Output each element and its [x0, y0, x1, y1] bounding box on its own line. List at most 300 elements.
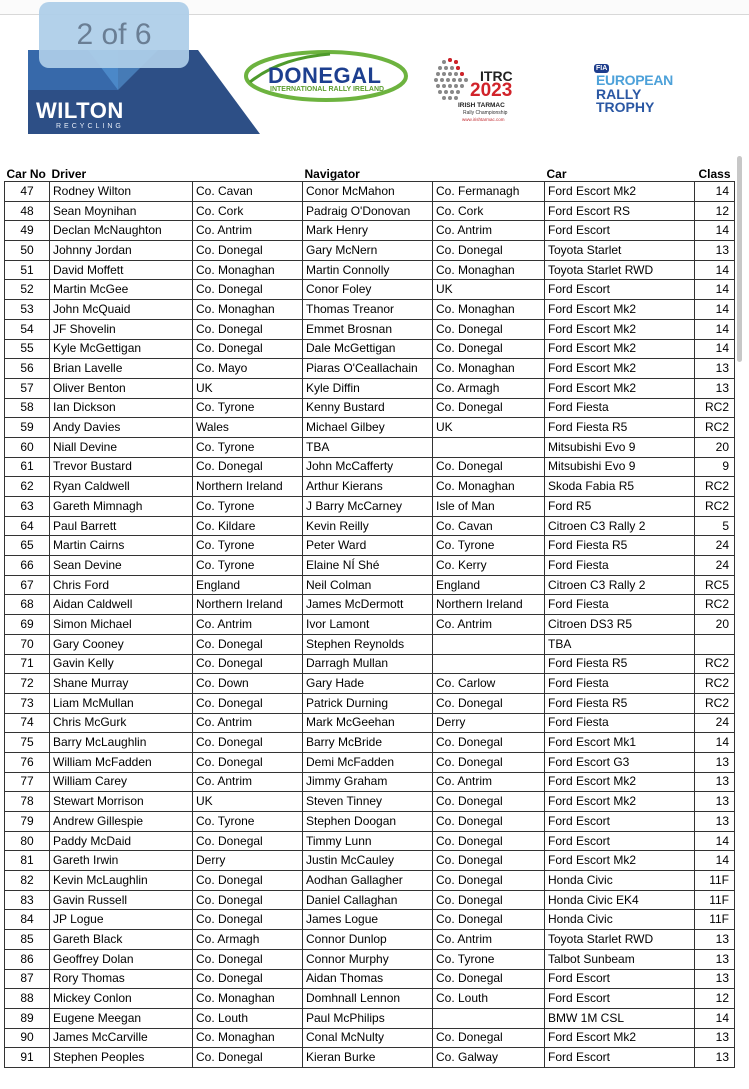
- navigator-county: Co. Monaghan: [433, 477, 545, 497]
- table-row: [5, 359, 735, 379]
- itrc-logo-line2: Rally Championship: [463, 110, 508, 116]
- car-model: Ford Fiesta R5: [545, 693, 695, 713]
- fia-badge: FIA: [596, 65, 608, 72]
- driver-county: Co. Donegal: [193, 949, 303, 969]
- car-class: 12: [695, 201, 735, 221]
- driver-name: Oliver Benton: [50, 378, 193, 398]
- navigator-county: Co. Armagh: [433, 378, 545, 398]
- car-model: Ford Fiesta R5: [545, 536, 695, 556]
- navigator-county: Co. Donegal: [433, 339, 545, 359]
- navigator-name: Timmy Lunn: [303, 831, 433, 851]
- header-class: Class: [698, 167, 731, 181]
- car-model: Ford Escort Mk2: [545, 851, 695, 871]
- driver-name: Gavin Kelly: [50, 654, 193, 674]
- car-number: 84: [5, 910, 50, 930]
- car-class: 13: [695, 1028, 735, 1048]
- driver-name: William Carey: [50, 772, 193, 792]
- header-car-no: Car No: [6, 167, 46, 181]
- navigator-name: Connor Dunlop: [303, 930, 433, 950]
- navigator-name: Elaine NÍ Shé: [303, 556, 433, 576]
- driver-county: Co. Armagh: [193, 930, 303, 950]
- driver-name: Sean Moynihan: [50, 201, 193, 221]
- car-number: 91: [5, 1048, 50, 1068]
- navigator-name: TBA: [303, 437, 433, 457]
- driver-county: Wales: [193, 418, 303, 438]
- table-row: [5, 477, 735, 497]
- navigator-county: Co. Donegal: [433, 969, 545, 989]
- car-model: Ford Escort Mk2: [545, 359, 695, 379]
- driver-county: Co. Antrim: [193, 713, 303, 733]
- car-number: 78: [5, 792, 50, 812]
- car-model: Ford Escort Mk2: [545, 300, 695, 320]
- header-driver-county: [193, 165, 303, 182]
- driver-county: Co. Tyrone: [193, 536, 303, 556]
- car-model: Mitsubishi Evo 9: [545, 437, 695, 457]
- car-class: 13: [695, 359, 735, 379]
- car-number: 79: [5, 812, 50, 832]
- navigator-county: Co. Tyrone: [433, 536, 545, 556]
- car-number: 85: [5, 930, 50, 950]
- table-row: [5, 949, 735, 969]
- navigator-name: Stephen Reynolds: [303, 634, 433, 654]
- car-class: 20: [695, 437, 735, 457]
- navigator-county: [433, 654, 545, 674]
- car-number: 61: [5, 457, 50, 477]
- driver-county: Co. Donegal: [193, 339, 303, 359]
- navigator-name: Emmet Brosnan: [303, 319, 433, 339]
- navigator-county: Co. Donegal: [433, 851, 545, 871]
- table-row: [5, 1048, 735, 1068]
- car-class: RC2: [695, 477, 735, 497]
- driver-name: JP Logue: [50, 910, 193, 930]
- car-number: 72: [5, 674, 50, 694]
- driver-name: Brian Lavelle: [50, 359, 193, 379]
- entry-list-table: [4, 165, 735, 1068]
- car-model: Ford Escort Mk1: [545, 733, 695, 753]
- car-number: 56: [5, 359, 50, 379]
- car-number: 68: [5, 595, 50, 615]
- fia-logo-line2: RALLY: [596, 86, 642, 102]
- driver-name: JF Shovelin: [50, 319, 193, 339]
- navigator-county: Co. Monaghan: [433, 359, 545, 379]
- navigator-name: Aidan Thomas: [303, 969, 433, 989]
- car-class: 13: [695, 752, 735, 772]
- car-number: 57: [5, 378, 50, 398]
- navigator-county: Co. Donegal: [433, 752, 545, 772]
- car-model: Ford Fiesta R5: [545, 418, 695, 438]
- fia-logo-line3: TROPHY: [596, 99, 655, 115]
- car-number: 74: [5, 713, 50, 733]
- car-number: 65: [5, 536, 50, 556]
- navigator-county: Co. Donegal: [433, 241, 545, 261]
- car-number: 81: [5, 851, 50, 871]
- table-row: [5, 182, 735, 202]
- car-model: Ford Fiesta: [545, 398, 695, 418]
- car-model: Citroen DS3 R5: [545, 615, 695, 635]
- navigator-county: Co. Donegal: [433, 910, 545, 930]
- car-class: 14: [695, 300, 735, 320]
- car-model: Ford Escort: [545, 1048, 695, 1068]
- car-class: RC2: [695, 398, 735, 418]
- car-number: 86: [5, 949, 50, 969]
- navigator-county: Co. Antrim: [433, 772, 545, 792]
- table-row: [5, 969, 735, 989]
- navigator-name: Michael Gilbey: [303, 418, 433, 438]
- car-number: 62: [5, 477, 50, 497]
- car-class: [695, 634, 735, 654]
- car-class: 13: [695, 969, 735, 989]
- navigator-county: Co. Louth: [433, 989, 545, 1009]
- table-row: [5, 398, 735, 418]
- navigator-name: Padraig O'Donovan: [303, 201, 433, 221]
- car-model: Ford Escort G3: [545, 752, 695, 772]
- table-row: [5, 910, 735, 930]
- driver-county: Co. Donegal: [193, 319, 303, 339]
- car-model: Ford Fiesta: [545, 556, 695, 576]
- car-model: Toyota Starlet RWD: [545, 930, 695, 950]
- car-number: 87: [5, 969, 50, 989]
- table-row: [5, 772, 735, 792]
- driver-county: Co. Tyrone: [193, 437, 303, 457]
- navigator-name: Mark McGeehan: [303, 713, 433, 733]
- navigator-county: Co. Donegal: [433, 871, 545, 891]
- header-navigator-county: [433, 165, 545, 182]
- driver-name: Rodney Wilton: [50, 182, 193, 202]
- car-class: 9: [695, 457, 735, 477]
- navigator-county: UK: [433, 280, 545, 300]
- navigator-name: Dale McGettigan: [303, 339, 433, 359]
- navigator-county: Co. Monaghan: [433, 300, 545, 320]
- table-row: [5, 201, 735, 221]
- car-class: 13: [695, 930, 735, 950]
- car-number: 63: [5, 497, 50, 517]
- navigator-county: Co. Antrim: [433, 615, 545, 635]
- navigator-name: Conor McMahon: [303, 182, 433, 202]
- donegal-logo-subtext: INTERNATIONAL RALLY IRELAND: [270, 86, 385, 93]
- driver-name: John McQuaid: [50, 300, 193, 320]
- fia-logo-line1: EUROPEAN: [596, 72, 673, 88]
- navigator-county: Co. Carlow: [433, 674, 545, 694]
- donegal-logo-text: DONEGAL: [268, 63, 382, 88]
- navigator-county: Co. Tyrone: [433, 949, 545, 969]
- car-number: 49: [5, 221, 50, 241]
- navigator-name: Patrick Durning: [303, 693, 433, 713]
- navigator-county: UK: [433, 418, 545, 438]
- driver-name: Mickey Conlon: [50, 989, 193, 1009]
- car-class: 14: [695, 319, 735, 339]
- table-row: [5, 300, 735, 320]
- driver-name: Niall Devine: [50, 437, 193, 457]
- car-number: 88: [5, 989, 50, 1009]
- table-row: [5, 615, 735, 635]
- navigator-name: Gary McNern: [303, 241, 433, 261]
- driver-name: Geoffrey Dolan: [50, 949, 193, 969]
- table-row: [5, 556, 735, 576]
- car-class: RC2: [695, 674, 735, 694]
- table-row: [5, 319, 735, 339]
- driver-county: Co. Donegal: [193, 634, 303, 654]
- navigator-county: Co. Donegal: [433, 693, 545, 713]
- car-class: 11F: [695, 890, 735, 910]
- car-class: 14: [695, 260, 735, 280]
- car-number: 89: [5, 1008, 50, 1028]
- navigator-county: Co. Antrim: [433, 221, 545, 241]
- car-model: Ford Escort: [545, 221, 695, 241]
- driver-name: Paul Barrett: [50, 516, 193, 536]
- driver-name: William McFadden: [50, 752, 193, 772]
- car-model: Ford Escort: [545, 812, 695, 832]
- table-row: [5, 1008, 735, 1028]
- navigator-county: Isle of Man: [433, 497, 545, 517]
- navigator-county: [433, 634, 545, 654]
- car-class: 14: [695, 280, 735, 300]
- car-model: BMW 1M CSL: [545, 1008, 695, 1028]
- table-row: [5, 575, 735, 595]
- itrc-logo-title: ITRC: [480, 68, 513, 84]
- navigator-name: Domhnall Lennon: [303, 989, 433, 1009]
- driver-county: Co. Donegal: [193, 693, 303, 713]
- driver-county: Co. Tyrone: [193, 556, 303, 576]
- driver-name: Kevin McLaughlin: [50, 871, 193, 891]
- driver-name: Johnny Jordan: [50, 241, 193, 261]
- car-number: 60: [5, 437, 50, 457]
- header-navigator: Navigator: [304, 167, 360, 181]
- driver-county: Co. Monaghan: [193, 260, 303, 280]
- header-car: Car: [546, 167, 567, 181]
- table-row: [5, 260, 735, 280]
- driver-county: Co. Tyrone: [193, 497, 303, 517]
- driver-county: Co. Antrim: [193, 772, 303, 792]
- table-row: [5, 654, 735, 674]
- car-model: Ford Escort: [545, 969, 695, 989]
- navigator-name: James McDermott: [303, 595, 433, 615]
- car-model: Ford Escort Mk2: [545, 1028, 695, 1048]
- car-class: 11F: [695, 871, 735, 891]
- driver-name: Andrew Gillespie: [50, 812, 193, 832]
- scrollbar[interactable]: [737, 156, 742, 362]
- car-model: Ford Escort Mk2: [545, 182, 695, 202]
- car-model: Honda Civic EK4: [545, 890, 695, 910]
- car-class: 24: [695, 556, 735, 576]
- driver-name: Kyle McGettigan: [50, 339, 193, 359]
- navigator-name: Aodhan Gallagher: [303, 871, 433, 891]
- car-model: Ford Fiesta: [545, 674, 695, 694]
- car-number: 48: [5, 201, 50, 221]
- table-row: [5, 437, 735, 457]
- driver-name: Liam McMullan: [50, 693, 193, 713]
- navigator-county: Co. Donegal: [433, 1028, 545, 1048]
- navigator-county: Co. Monaghan: [433, 260, 545, 280]
- table-row: [5, 851, 735, 871]
- driver-county: Co. Donegal: [193, 241, 303, 261]
- navigator-name: Neil Colman: [303, 575, 433, 595]
- car-number: 83: [5, 890, 50, 910]
- navigator-county: Co. Galway: [433, 1048, 545, 1068]
- driver-name: Martin Cairns: [50, 536, 193, 556]
- navigator-name: Paul McPhilips: [303, 1008, 433, 1028]
- driver-county: Co. Donegal: [193, 457, 303, 477]
- table-row: [5, 733, 735, 753]
- car-class: 24: [695, 713, 735, 733]
- navigator-name: James Logue: [303, 910, 433, 930]
- driver-name: David Moffett: [50, 260, 193, 280]
- car-model: Ford Escort Mk2: [545, 319, 695, 339]
- car-number: 66: [5, 556, 50, 576]
- car-class: RC5: [695, 575, 735, 595]
- driver-county: Co. Monaghan: [193, 989, 303, 1009]
- driver-county: Co. Donegal: [193, 910, 303, 930]
- car-model: Ford Fiesta: [545, 713, 695, 733]
- driver-county: Co. Antrim: [193, 221, 303, 241]
- navigator-county: [433, 437, 545, 457]
- navigator-name: Connor Murphy: [303, 949, 433, 969]
- driver-name: Rory Thomas: [50, 969, 193, 989]
- driver-name: Gavin Russell: [50, 890, 193, 910]
- page-indicator: 2 of 6: [39, 2, 189, 68]
- table-row: [5, 1028, 735, 1048]
- navigator-name: Kenny Bustard: [303, 398, 433, 418]
- driver-county: Co. Louth: [193, 1008, 303, 1028]
- navigator-county: Co. Donegal: [433, 890, 545, 910]
- wilton-logo-subtext: RECYCLING: [56, 123, 124, 130]
- car-model: Citroen C3 Rally 2: [545, 575, 695, 595]
- driver-name: Chris McGurk: [50, 713, 193, 733]
- driver-name: Ian Dickson: [50, 398, 193, 418]
- car-class: 14: [695, 1008, 735, 1028]
- table-row: [5, 241, 735, 261]
- driver-name: Shane Murray: [50, 674, 193, 694]
- driver-county: Co. Cavan: [193, 182, 303, 202]
- car-class: RC2: [695, 418, 735, 438]
- itrc-logo-year: 2023: [470, 80, 513, 101]
- car-class: RC2: [695, 497, 735, 517]
- car-number: 76: [5, 752, 50, 772]
- driver-county: Co. Antrim: [193, 615, 303, 635]
- driver-name: James McCarville: [50, 1028, 193, 1048]
- car-number: 77: [5, 772, 50, 792]
- navigator-name: Demi McFadden: [303, 752, 433, 772]
- driver-county: Co. Donegal: [193, 969, 303, 989]
- driver-county: Co. Donegal: [193, 752, 303, 772]
- navigator-name: Conor Foley: [303, 280, 433, 300]
- navigator-name: Arthur Kierans: [303, 477, 433, 497]
- table-row: [5, 497, 735, 517]
- car-model: Ford Escort Mk2: [545, 772, 695, 792]
- car-class: 13: [695, 378, 735, 398]
- car-model: Ford Escort Mk2: [545, 339, 695, 359]
- driver-county: Co. Cork: [193, 201, 303, 221]
- car-class: 20: [695, 615, 735, 635]
- navigator-name: Peter Ward: [303, 536, 433, 556]
- car-class: 14: [695, 182, 735, 202]
- car-class: RC2: [695, 693, 735, 713]
- car-number: 75: [5, 733, 50, 753]
- car-class: 14: [695, 831, 735, 851]
- navigator-name: Conal McNulty: [303, 1028, 433, 1048]
- table-row: [5, 812, 735, 832]
- car-number: 59: [5, 418, 50, 438]
- table-row: [5, 339, 735, 359]
- car-model: Talbot Sunbeam: [545, 949, 695, 969]
- car-model: Ford Escort: [545, 831, 695, 851]
- driver-name: Stewart Morrison: [50, 792, 193, 812]
- navigator-county: Co. Donegal: [433, 812, 545, 832]
- car-class: 13: [695, 792, 735, 812]
- car-class: 11F: [695, 910, 735, 930]
- table-row: [5, 634, 735, 654]
- navigator-name: Piaras O'Ceallachain: [303, 359, 433, 379]
- car-class: 14: [695, 851, 735, 871]
- driver-name: Martin McGee: [50, 280, 193, 300]
- itrc-logo-line3: www.irishtarmac.com: [462, 117, 505, 122]
- driver-county: UK: [193, 378, 303, 398]
- table-row: [5, 595, 735, 615]
- car-model: Ford Escort Mk2: [545, 378, 695, 398]
- navigator-name: Barry McBride: [303, 733, 433, 753]
- driver-name: Ryan Caldwell: [50, 477, 193, 497]
- table-row: [5, 457, 735, 477]
- driver-name: Declan McNaughton: [50, 221, 193, 241]
- car-number: 54: [5, 319, 50, 339]
- navigator-name: Stephen Doogan: [303, 812, 433, 832]
- driver-county: Northern Ireland: [193, 595, 303, 615]
- navigator-county: Derry: [433, 713, 545, 733]
- driver-county: Co. Mayo: [193, 359, 303, 379]
- navigator-name: Mark Henry: [303, 221, 433, 241]
- car-number: 64: [5, 516, 50, 536]
- navigator-name: Gary Hade: [303, 674, 433, 694]
- navigator-county: Co. Kerry: [433, 556, 545, 576]
- table-row: [5, 713, 735, 733]
- driver-name: Gareth Black: [50, 930, 193, 950]
- navigator-name: Jimmy Graham: [303, 772, 433, 792]
- driver-county: Co. Donegal: [193, 733, 303, 753]
- driver-county: England: [193, 575, 303, 595]
- car-model: Ford Escort RS: [545, 201, 695, 221]
- car-model: Toyota Starlet RWD: [545, 260, 695, 280]
- navigator-county: Co. Donegal: [433, 792, 545, 812]
- driver-name: Trevor Bustard: [50, 457, 193, 477]
- car-number: 69: [5, 615, 50, 635]
- driver-county: Co. Down: [193, 674, 303, 694]
- navigator-name: Darragh Mullan: [303, 654, 433, 674]
- table-row: [5, 752, 735, 772]
- navigator-county: England: [433, 575, 545, 595]
- driver-name: Paddy McDaid: [50, 831, 193, 851]
- driver-name: Barry McLaughlin: [50, 733, 193, 753]
- driver-name: Gareth Irwin: [50, 851, 193, 871]
- car-class: 14: [695, 733, 735, 753]
- navigator-name: Daniel Callaghan: [303, 890, 433, 910]
- table-row: [5, 378, 735, 398]
- driver-name: Sean Devine: [50, 556, 193, 576]
- navigator-county: Northern Ireland: [433, 595, 545, 615]
- driver-name: Stephen Peoples: [50, 1048, 193, 1068]
- header-driver: Driver: [51, 167, 87, 181]
- table-row: [5, 280, 735, 300]
- driver-name: Simon Michael: [50, 615, 193, 635]
- car-number: 52: [5, 280, 50, 300]
- table-row: [5, 831, 735, 851]
- car-class: 24: [695, 536, 735, 556]
- car-model: TBA: [545, 634, 695, 654]
- navigator-county: Co. Donegal: [433, 733, 545, 753]
- car-class: RC2: [695, 595, 735, 615]
- table-row: [5, 516, 735, 536]
- car-class: 12: [695, 989, 735, 1009]
- driver-county: Co. Monaghan: [193, 1028, 303, 1048]
- driver-county: Co. Monaghan: [193, 300, 303, 320]
